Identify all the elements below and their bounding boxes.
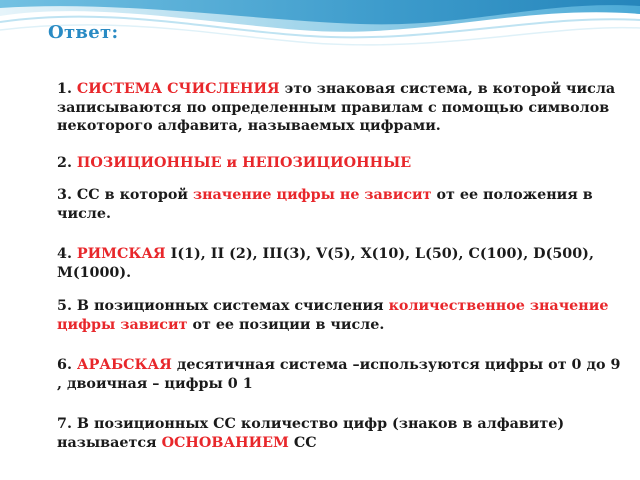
list-item-2 <box>57 154 627 173</box>
term-highlight: ПОЗИЦИОННЫЕ и НЕПОЗИЦИОННЫЕ <box>76 155 412 171</box>
answer-heading: Ответ: <box>48 22 119 43</box>
item-text-after: СС <box>293 434 317 451</box>
list-item-6 <box>57 356 627 393</box>
item-text-before: В позиционных системах счисления <box>76 298 384 314</box>
item-number: 3. <box>57 187 72 203</box>
list-item-3 <box>57 186 627 223</box>
list-item-1 <box>57 80 627 136</box>
item-number: 1. <box>57 81 72 97</box>
term-highlight: СИСТЕМА СЧИСЛЕНИЯ <box>76 81 280 97</box>
item-text: это знаковая система, в которой числа записываются по определенным правилам с помощью символов некоторого алфавита, называемых цифрами. <box>57 81 616 134</box>
item-number: 5. <box>57 298 72 314</box>
term-highlight: количественное значение цифры зависит <box>57 298 609 333</box>
term-highlight: значение цифры не зависит <box>192 187 432 203</box>
list-item-5 <box>57 297 627 334</box>
term-highlight: ОСНОВАНИЕМ <box>161 434 289 451</box>
list-item-7 <box>57 415 627 452</box>
item-text-before: СС в которой <box>76 187 188 203</box>
item-number: 4. <box>57 246 72 262</box>
item-text: I(1), II (2), III(3), V(5), X(10), L(50), C(100), D(500), M(1000). <box>57 246 594 281</box>
term-highlight: РИМСКАЯ <box>76 246 166 262</box>
item-text-after: от ее позиции в числе. <box>192 316 385 333</box>
term-highlight: АРАБСКАЯ <box>76 357 172 373</box>
item-number: 2. <box>57 155 72 171</box>
list-item-4 <box>57 245 627 282</box>
item-number: 7. <box>57 416 72 432</box>
item-text-before: В позиционных СС количество цифр (знаков в алфавите) называется <box>57 416 565 451</box>
item-text-after: от ее положения в числе. <box>57 187 593 222</box>
item-number: 6. <box>57 357 72 373</box>
item-text: десятичная система –используются цифры от 0 до 9 , двоичная – цифры 0 1 <box>57 357 621 392</box>
